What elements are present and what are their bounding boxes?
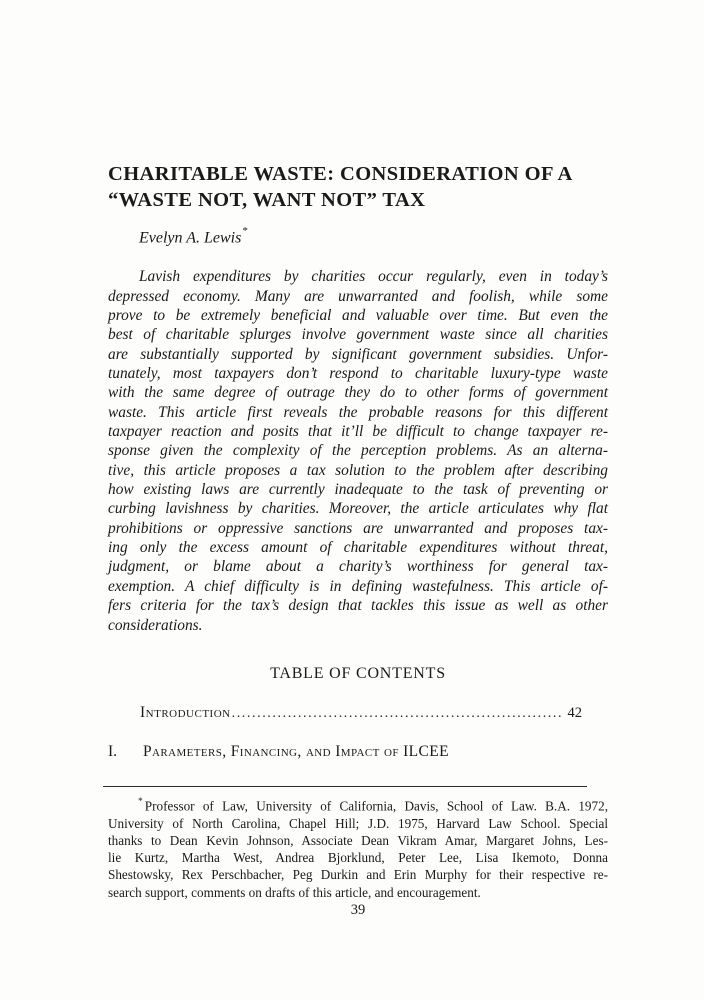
abstract-line: tunately, most taxpayers don’t respond to charitable luxury-type waste xyxy=(108,365,608,383)
footnote-line: search support, comments on drafts of this article, and encouragement. xyxy=(108,884,481,900)
article-title-line-2: “WASTE NOT, WANT NOT” TAX xyxy=(108,189,426,211)
footnote xyxy=(108,795,608,901)
footnote-separator-rule xyxy=(103,786,587,787)
page-number: 39 xyxy=(350,902,366,919)
author-name: Evelyn A. Lewis xyxy=(139,229,242,247)
abstract-line: best of charitable splurges involve government waste since all charities xyxy=(108,326,608,344)
toc-entry-page-number: 42 xyxy=(567,704,582,721)
toc-entry-introduction xyxy=(108,704,608,722)
abstract-line: are substantially supported by significant government subsidies. Unfor- xyxy=(108,345,608,363)
footnote-first-line xyxy=(108,795,608,815)
author-line xyxy=(108,227,608,247)
abstract-line: how existing laws are currently inadequate to the task of preventing or xyxy=(108,481,608,499)
footnote-first-line-text: Professor of Law, University of California, Davis, School of Law. B.A. 1972, xyxy=(144,798,608,814)
abstract-line: prohibitions or oppressive sanctions are unwarranted and proposes tax- xyxy=(108,519,608,537)
abstract-line: tive, this article proposes a tax solution to the problem after describing xyxy=(108,461,608,479)
abstract-line: ing only the excess amount of charitable expenditures without threat, xyxy=(108,539,608,557)
abstract-line: waste. This article first reveals the probable reasons for this different xyxy=(108,403,608,421)
toc-heading: TABLE OF CONTENTS xyxy=(270,664,446,682)
toc-entry-label: Introduction xyxy=(140,703,231,721)
abstract-line: judgment, or blame about a charity’s worthiness for general tax- xyxy=(108,558,608,576)
abstract-line: taxpayer reaction and posits that it’ll be difficult to change taxpayer re- xyxy=(108,423,608,441)
abstract-line: exemption. A chief difficulty is in defining wastefulness. This article of- xyxy=(108,577,608,595)
abstract-line: depressed economy. Many are unwarranted and foolish, while some xyxy=(108,287,608,305)
article-title xyxy=(108,161,608,213)
text-block xyxy=(108,0,608,919)
footnote-line: thanks to Dean Kevin Johnson, Associate Dean Vikram Amar, Margaret Johns, Les- xyxy=(108,832,608,848)
abstract-line: fers criteria for the tax’s design that tackles this issue as well as other xyxy=(108,597,608,615)
abstract-line: curbing lavishness by charities. Moreover, the article articulates why flat xyxy=(108,500,608,518)
footnote-line: Shestowsky, Rex Perschbacher, Peg Durkin and Erin Murphy for their respective re- xyxy=(108,867,608,883)
footnote-body xyxy=(108,815,608,901)
article-title-line-1: CHARITABLE WASTE: CONSIDERATION OF A xyxy=(108,163,573,185)
abstract xyxy=(108,267,608,635)
toc-dot-leader xyxy=(232,705,564,722)
abstract-line: considerations. xyxy=(108,616,203,634)
abstract-line: with the same degree of outrage they do to other forms of government xyxy=(108,384,608,402)
abstract-line: Lavish expenditures by charities occur regularly, even in today’s xyxy=(139,268,608,286)
abstract-line: prove to be extremely beneficial and valuable over time. But even the xyxy=(108,307,608,325)
section-title: Parameters, Financing, and Impact of ILCEE xyxy=(143,742,450,760)
toc-section-1 xyxy=(108,743,608,761)
footnote-marker: * xyxy=(138,796,143,807)
footnote-line: lie Kurtz, Martha West, Andrea Bjorklund, Peter Lee, Lisa Ikemoto, Donna xyxy=(108,850,608,866)
abstract-line: sponse given the complexity of the perception problems. As an alterna- xyxy=(108,442,608,460)
author-footnote-marker: * xyxy=(242,225,248,237)
footnote-line: University of North Carolina, Chapel Hill; J.D. 1975, Harvard Law School. Special xyxy=(108,815,608,831)
section-number: I. xyxy=(108,742,118,760)
